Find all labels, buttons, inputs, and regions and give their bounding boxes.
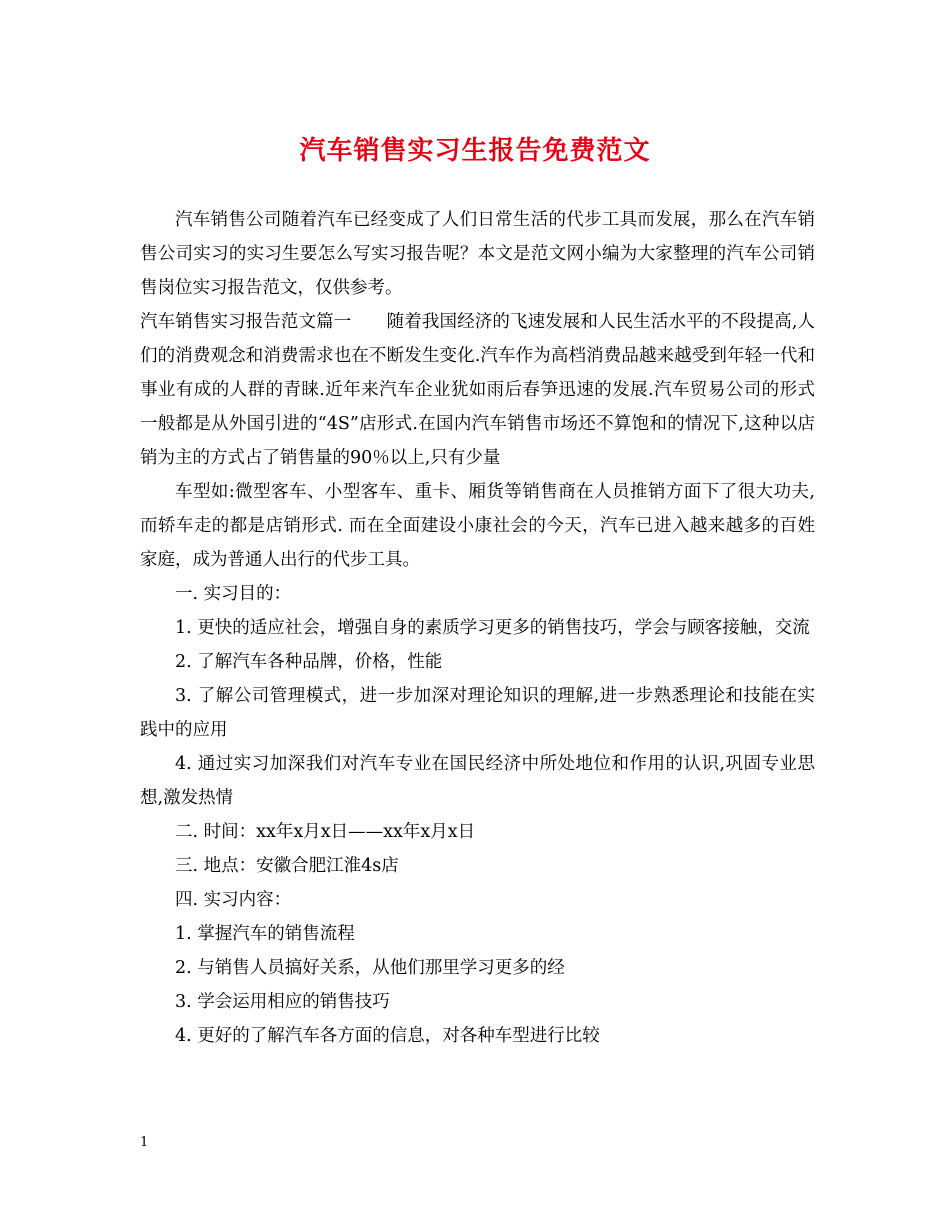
paragraph-vehicle-types: 车型如:微型客车、小型客车、重卡、厢货等销售商在人员推销方面下了很大功夫,而轿车走的都是店销形式. 而在全面建设小康社会的今天，汽车已进入越来越多的百姓家庭，成为普通人出行的代步工具。 (140, 482, 815, 570)
section-heading-time: 二. 时间：xx年x月x日——xx年x月x日 (175, 822, 476, 842)
content-item-4: 4. 更好的了解汽车各方面的信息，对各种车型进行比较 (175, 1026, 600, 1046)
page-number: 1 (140, 1135, 149, 1150)
purpose-item-3: 3. 了解公司管理模式，进一步加深对理论知识的理解,进一步熟悉理论和技能在实践中的应用 (140, 686, 815, 740)
section-heading-content: 四. 实习内容： (175, 890, 292, 910)
purpose-item-2: 2. 了解汽车各种品牌，价格，性能 (175, 652, 443, 672)
document-body (140, 203, 815, 1053)
content-item-2: 2. 与销售人员搞好关系，从他们那里学习更多的经 (175, 958, 565, 978)
purpose-item-4: 4. 通过实习加深我们对汽车专业在国民经济中所处地位和作用的认识,巩固专业思想,激发热情 (140, 754, 815, 808)
section-heading-location: 三. 地点：安徽合肥江淮4s店 (175, 856, 399, 876)
content-item-1: 1. 掌握汽车的销售流程 (175, 924, 355, 944)
purpose-item-1: 1. 更快的适应社会，增强自身的素质学习更多的销售技巧，学会与顾客接触，交流 (175, 618, 810, 638)
paragraph-sample-one: 汽车销售实习报告范文篇一 随着我国经济的飞速发展和人民生活水平的不段提高,人们的消费观念和消费需求也在不断发生变化.汽车作为高档消费品越来越受到年轻一代和事业有成的人群的青睐.近年来汽车企业犹如雨后春笋迅速的发展.汽车贸易公司的形式一般都是从外国引进的“4S”店形式.在国内汽车销售市场还不算饱和的情况下,这种以店销为主的方式占了销售量的90％以上,只有少量 (140, 312, 815, 468)
content-item-3: 3. 学会运用相应的销售技巧 (175, 992, 390, 1012)
document-title: 汽车销售实习生报告免费范文 (299, 136, 651, 166)
paragraph-intro: 汽车销售公司随着汽车已经变成了人们日常生活的代步工具而发展，那么在汽车销售公司实习的实习生要怎么写实习报告呢？本文是范文网小编为大家整理的汽车公司销售岗位实习报告范文，仅供参考。 (140, 210, 815, 298)
section-heading-purpose: 一. 实习目的： (175, 584, 292, 604)
